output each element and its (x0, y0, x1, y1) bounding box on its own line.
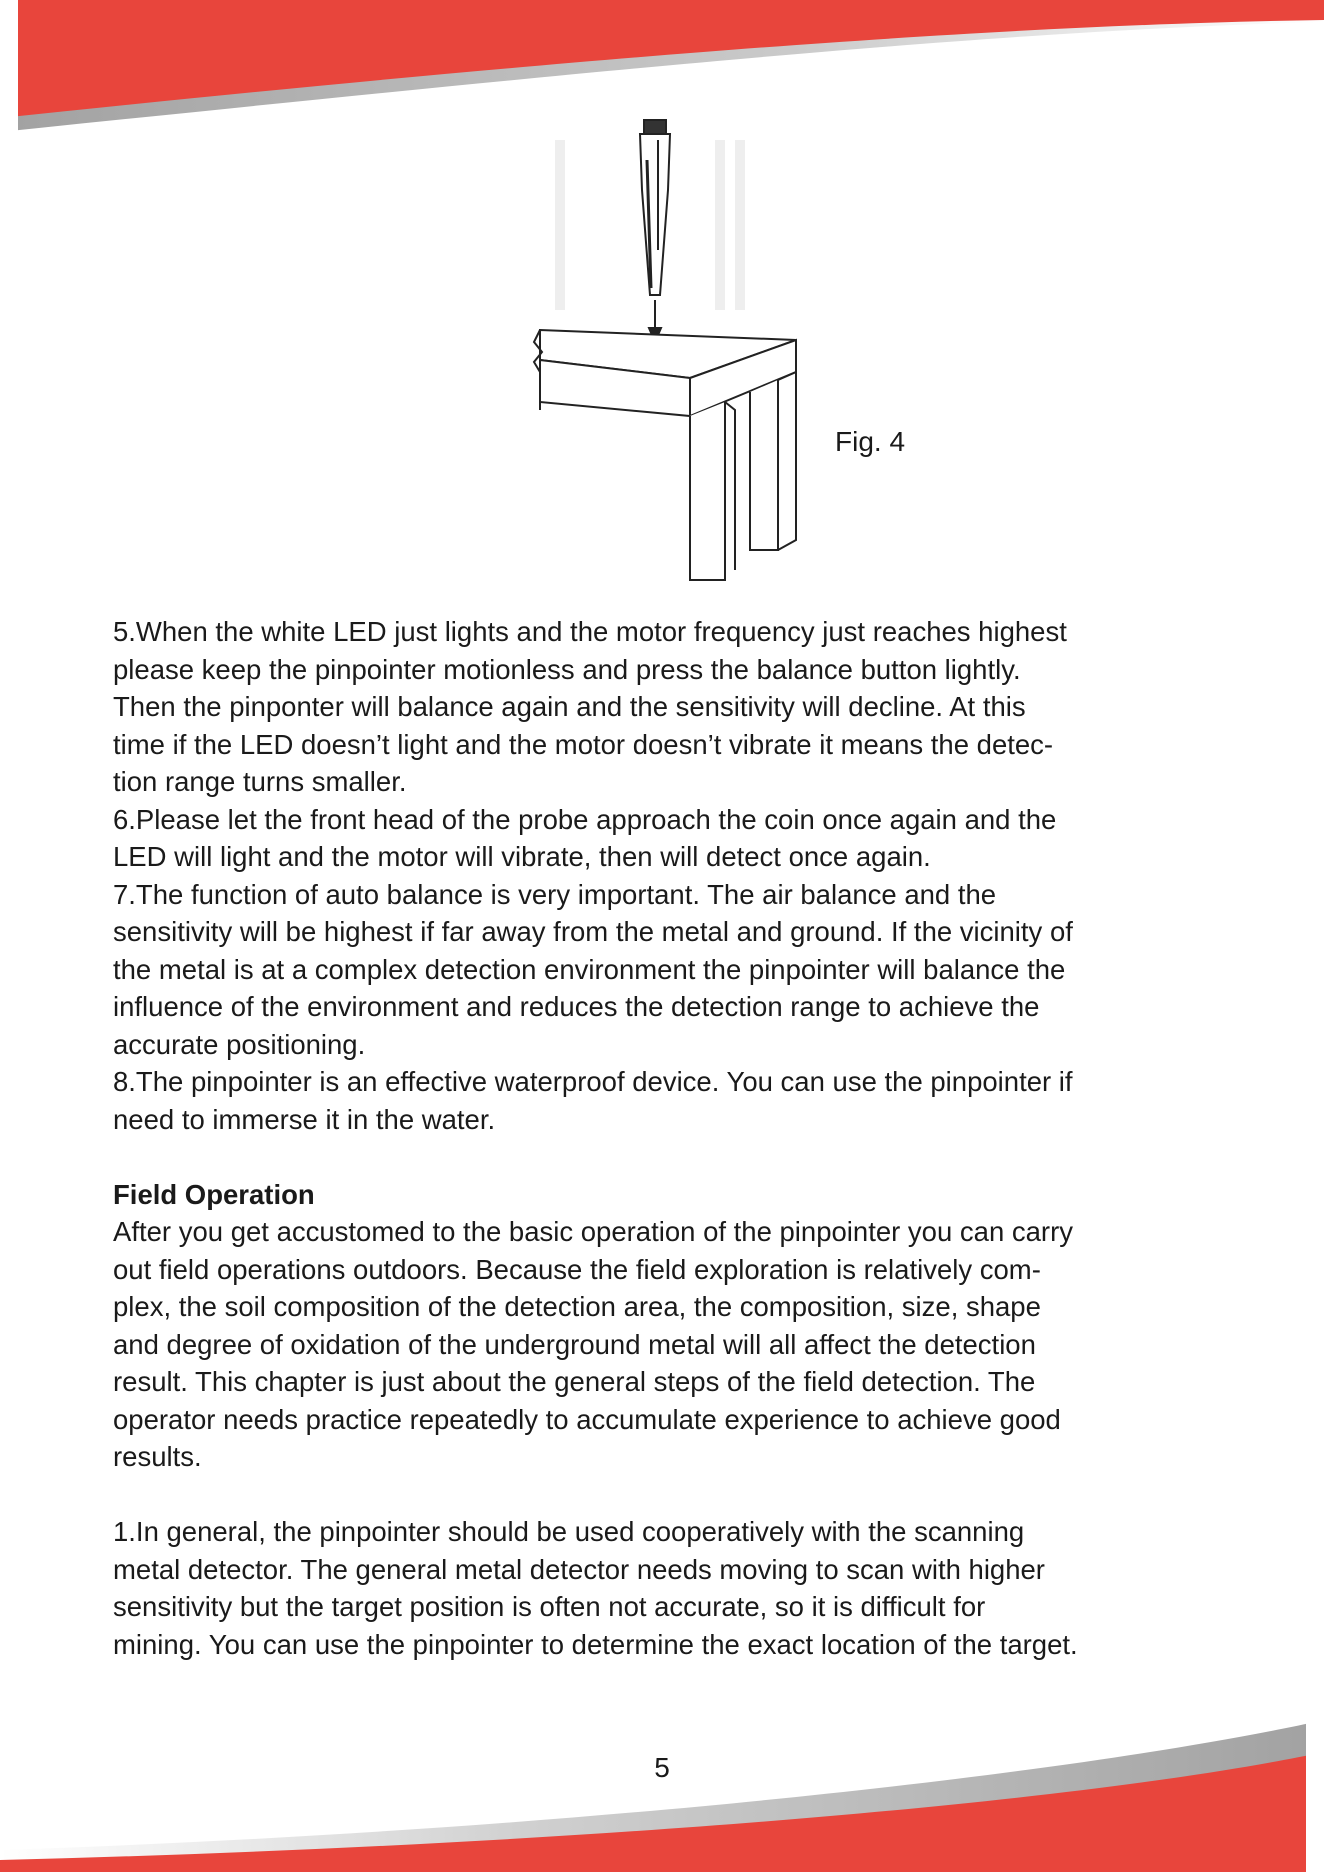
text-line: out field operations outdoors. Because the field exploration is relatively com- (113, 1253, 1041, 1285)
text-line: need to immerse it in the water. (113, 1103, 496, 1135)
field-step-1 (113, 1513, 1223, 1663)
pinpointer-body (640, 134, 670, 295)
text-line: 7.The function of auto balance is very important. The air balance and the (113, 878, 997, 910)
text-line: result. This chapter is just about the general steps of the field detection. The (113, 1366, 1036, 1397)
text-line: accurate positioning. (113, 1028, 366, 1060)
section-intro (113, 1213, 1223, 1476)
figure-pinpointer-table (520, 110, 820, 590)
text-line: plex, the soil composition of the detection area, the composition, size, shape (113, 1291, 1041, 1322)
text-line: results. (113, 1441, 202, 1472)
text-line: mining. You can use the pinpointer to determine the exact location of the target. (113, 1628, 1078, 1660)
text-line: 6.Please let the front head of the probe approach the coin once again and the (113, 803, 1057, 835)
paragraph-gap (113, 1476, 1223, 1514)
section-heading: Field Operation (113, 1178, 315, 1210)
text-line: sensitivity will be highest if far away from the metal and ground. If the vicinity of (113, 916, 1073, 947)
text-line: Then the pinponter will balance again and the sensitivity will decline. At this (113, 691, 1026, 722)
text-line: the metal is at a complex detection environment the pinpointer will balance the (113, 953, 1066, 985)
text-line: 5.When the white LED just lights and the motor frequency just reaches highest (113, 616, 1067, 647)
step-6 (113, 801, 1223, 876)
pinpointer-cap (644, 120, 666, 134)
text-line: 1.In general, the pinpointer should be used cooperatively with the scanning (113, 1516, 1025, 1547)
manual-body-text (113, 613, 1223, 1663)
text-line: sensitivity but the target position is often not accurate, so it is difficult for (113, 1591, 986, 1622)
text-line: 8.The pinpointer is an effective waterproof device. You can use the pinpointer if (113, 1066, 1073, 1097)
text-line: and degree of oxidation of the underground metal will all affect the detection (113, 1328, 1036, 1360)
step-8 (113, 1063, 1223, 1138)
text-line: tion range turns smaller. (113, 766, 407, 797)
text-line: please keep the pinpointer motionless and press the balance button lightly. (113, 653, 1021, 685)
text-line: operator needs practice repeatedly to accumulate experience to achieve good (113, 1403, 1061, 1435)
text-line: After you get accustomed to the basic operation of the pinpointer you can carry (113, 1216, 1074, 1247)
figure-caption: Fig. 4 (835, 426, 906, 457)
text-line: metal detector. The general metal detector needs moving to scan with higher (113, 1553, 1045, 1585)
step-7 (113, 876, 1223, 1064)
bottom-red-swoosh (0, 1700, 1324, 1872)
text-line: influence of the environment and reduces the detection range to achieve the (113, 991, 1040, 1022)
page-number: 5 (654, 1752, 670, 1783)
step-5 (113, 613, 1223, 801)
text-line: LED will light and the motor will vibrate, then will detect once again. (113, 841, 931, 872)
text-line: time if the LED doesn’t light and the motor doesn’t vibrate it means the detec- (113, 728, 1054, 760)
